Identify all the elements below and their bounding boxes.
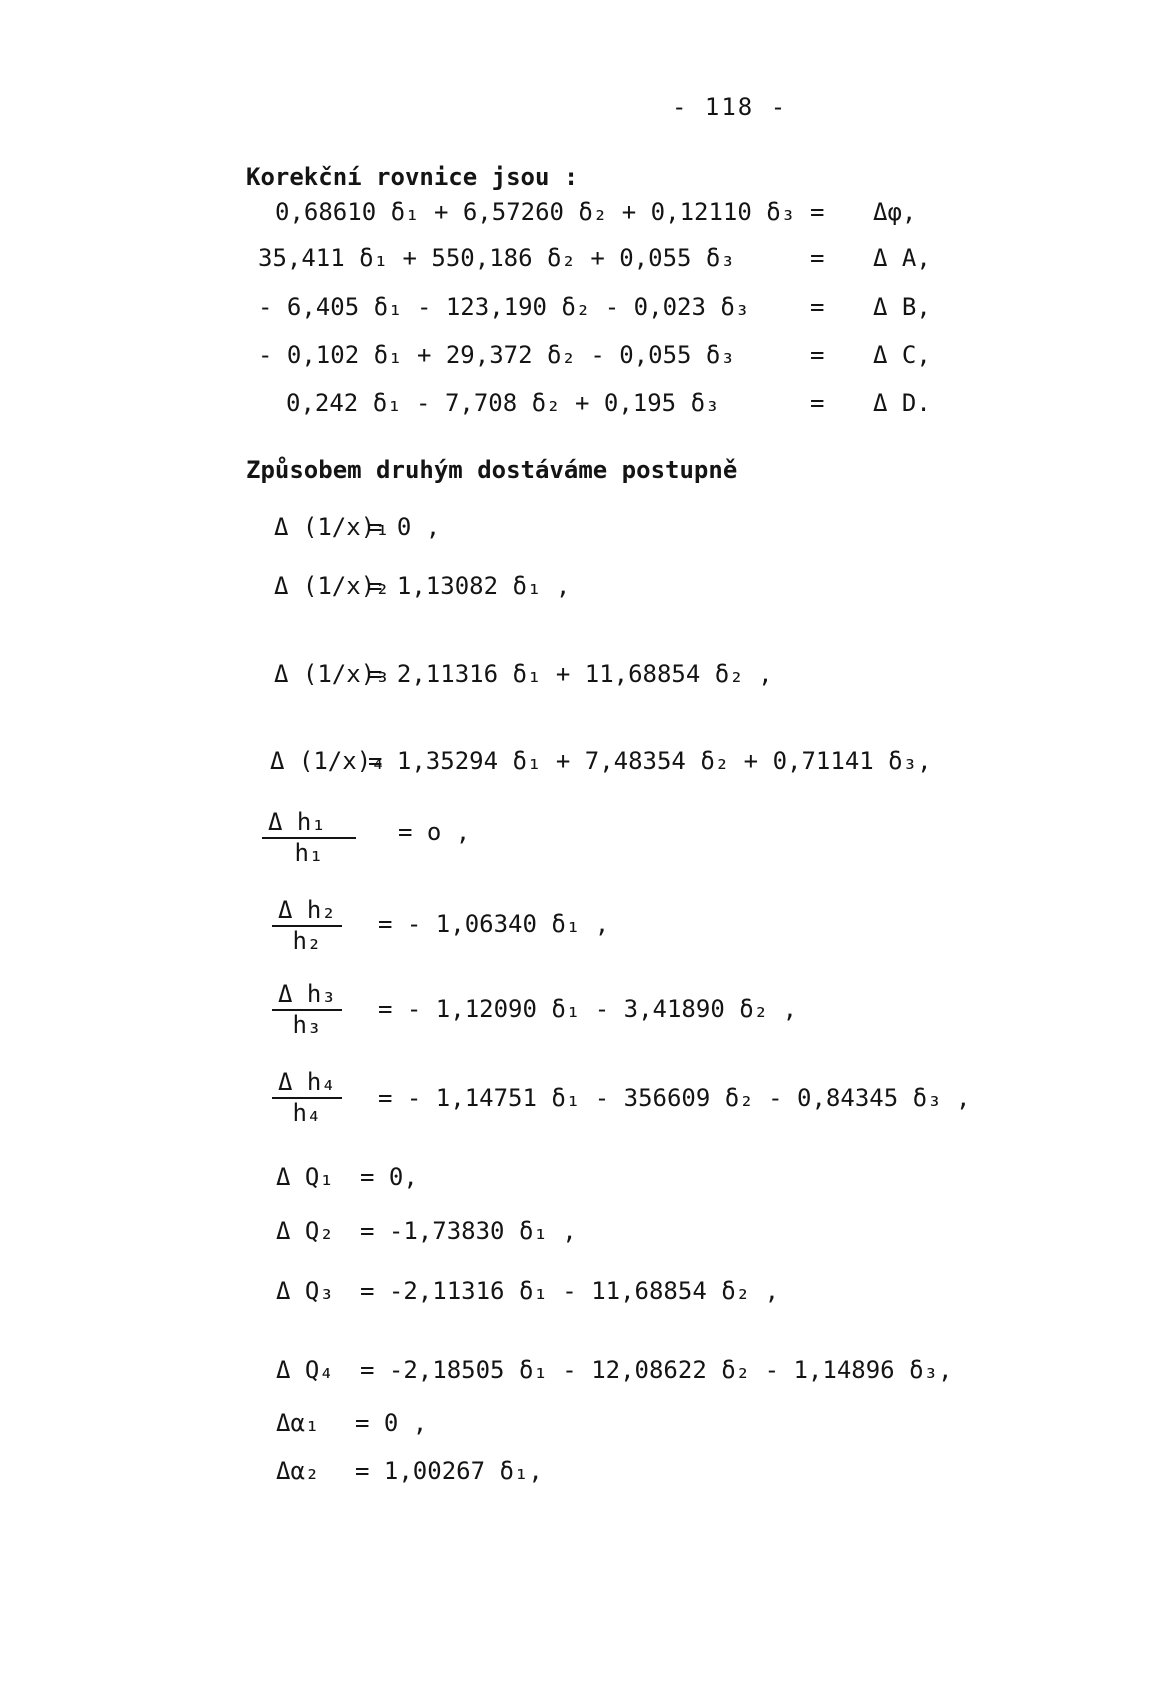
fraction-denominator: h₃ (292, 1011, 322, 1039)
correction-equation-eq: = (810, 341, 825, 369)
q-lhs: Δ Q₁ (276, 1163, 334, 1191)
fraction-denominator: h₂ (292, 927, 322, 955)
h-ratio-rhs: = - 1,06340 δ₁ , (378, 910, 610, 938)
correction-equation-rhs: Δφ, (873, 198, 917, 226)
h-ratio-fraction (262, 808, 356, 867)
correction-equation-lhs: 0,242 δ₁ - 7,708 δ₂ + 0,195 δ₃ (286, 389, 720, 417)
fraction-denominator: h₁ (294, 839, 324, 867)
q-rhs: = -1,73830 δ₁ , (360, 1217, 577, 1245)
inv-x-label: Δ (1/x)₄ (270, 747, 386, 775)
inv-x-rhs: = 1,35294 δ₁ + 7,48354 δ₂ + 0,71141 δ₃, (368, 747, 932, 775)
heading-second-method: Způsobem druhým dostáváme postupně (246, 456, 738, 484)
h-ratio-fraction (272, 896, 342, 955)
q-rhs: = -2,11316 δ₁ - 11,68854 δ₂ , (360, 1277, 780, 1305)
correction-equation-lhs: - 6,405 δ₁ - 123,190 δ₂ - 0,023 δ₃ (258, 293, 750, 321)
h-ratio-rhs: = o , (398, 818, 471, 846)
q-lhs: Δ Q₂ (276, 1217, 334, 1245)
correction-equation-eq: = (810, 293, 825, 321)
inv-x-label: Δ (1/x)₃ (274, 660, 390, 688)
fraction-numerator: Δ h₄ (272, 1068, 342, 1099)
correction-equation-eq: = (810, 198, 825, 226)
correction-equation-eq: = (810, 389, 825, 417)
heading-correction-equations: Korekční rovnice jsou : (246, 163, 579, 191)
q-rhs: = -2,18505 δ₁ - 12,08622 δ₂ - 1,14896 δ₃, (360, 1356, 953, 1384)
fraction-numerator: Δ h₂ (272, 896, 342, 927)
h-ratio-fraction (272, 1068, 342, 1127)
correction-equation-lhs: - 0,102 δ₁ + 29,372 δ₂ - 0,055 δ₃ (258, 341, 735, 369)
inv-x-label: Δ (1/x)₂ (274, 572, 390, 600)
correction-equation-lhs: 35,411 δ₁ + 550,186 δ₂ + 0,055 δ₃ (258, 244, 735, 272)
fraction-denominator: h₄ (292, 1099, 322, 1127)
h-ratio-rhs: = - 1,12090 δ₁ - 3,41890 δ₂ , (378, 995, 798, 1023)
alpha-rhs: = 0 , (355, 1409, 428, 1437)
correction-equation-rhs: Δ C, (873, 341, 931, 369)
alpha-lhs: Δα₂ (276, 1457, 320, 1485)
inv-x-rhs: = 1,13082 δ₁ , (368, 572, 571, 600)
h-ratio-rhs: = - 1,14751 δ₁ - 356609 δ₂ - 0,84345 δ₃ , (378, 1084, 971, 1112)
correction-equation-rhs: Δ D. (873, 389, 931, 417)
q-rhs: = 0, (360, 1163, 418, 1191)
alpha-rhs: = 1,00267 δ₁, (355, 1457, 543, 1485)
alpha-lhs: Δα₁ (276, 1409, 320, 1437)
inv-x-rhs: = 2,11316 δ₁ + 11,68854 δ₂ , (368, 660, 773, 688)
fraction-numerator: Δ h₃ (272, 980, 342, 1011)
fraction-numerator: Δ h₁ (262, 808, 356, 839)
correction-equation-rhs: Δ A, (873, 244, 931, 272)
inv-x-rhs: = 0 , (368, 513, 441, 541)
h-ratio-fraction (272, 980, 342, 1039)
correction-equation-eq: = (810, 244, 825, 272)
page-number: - 118 - (672, 93, 788, 121)
correction-equation-rhs: Δ B, (873, 293, 931, 321)
q-lhs: Δ Q₄ (276, 1356, 334, 1384)
correction-equation-lhs: 0,68610 δ₁ + 6,57260 δ₂ + 0,12110 δ₃ (275, 198, 796, 226)
q-lhs: Δ Q₃ (276, 1277, 334, 1305)
inv-x-label: Δ (1/x)₁ (274, 513, 390, 541)
